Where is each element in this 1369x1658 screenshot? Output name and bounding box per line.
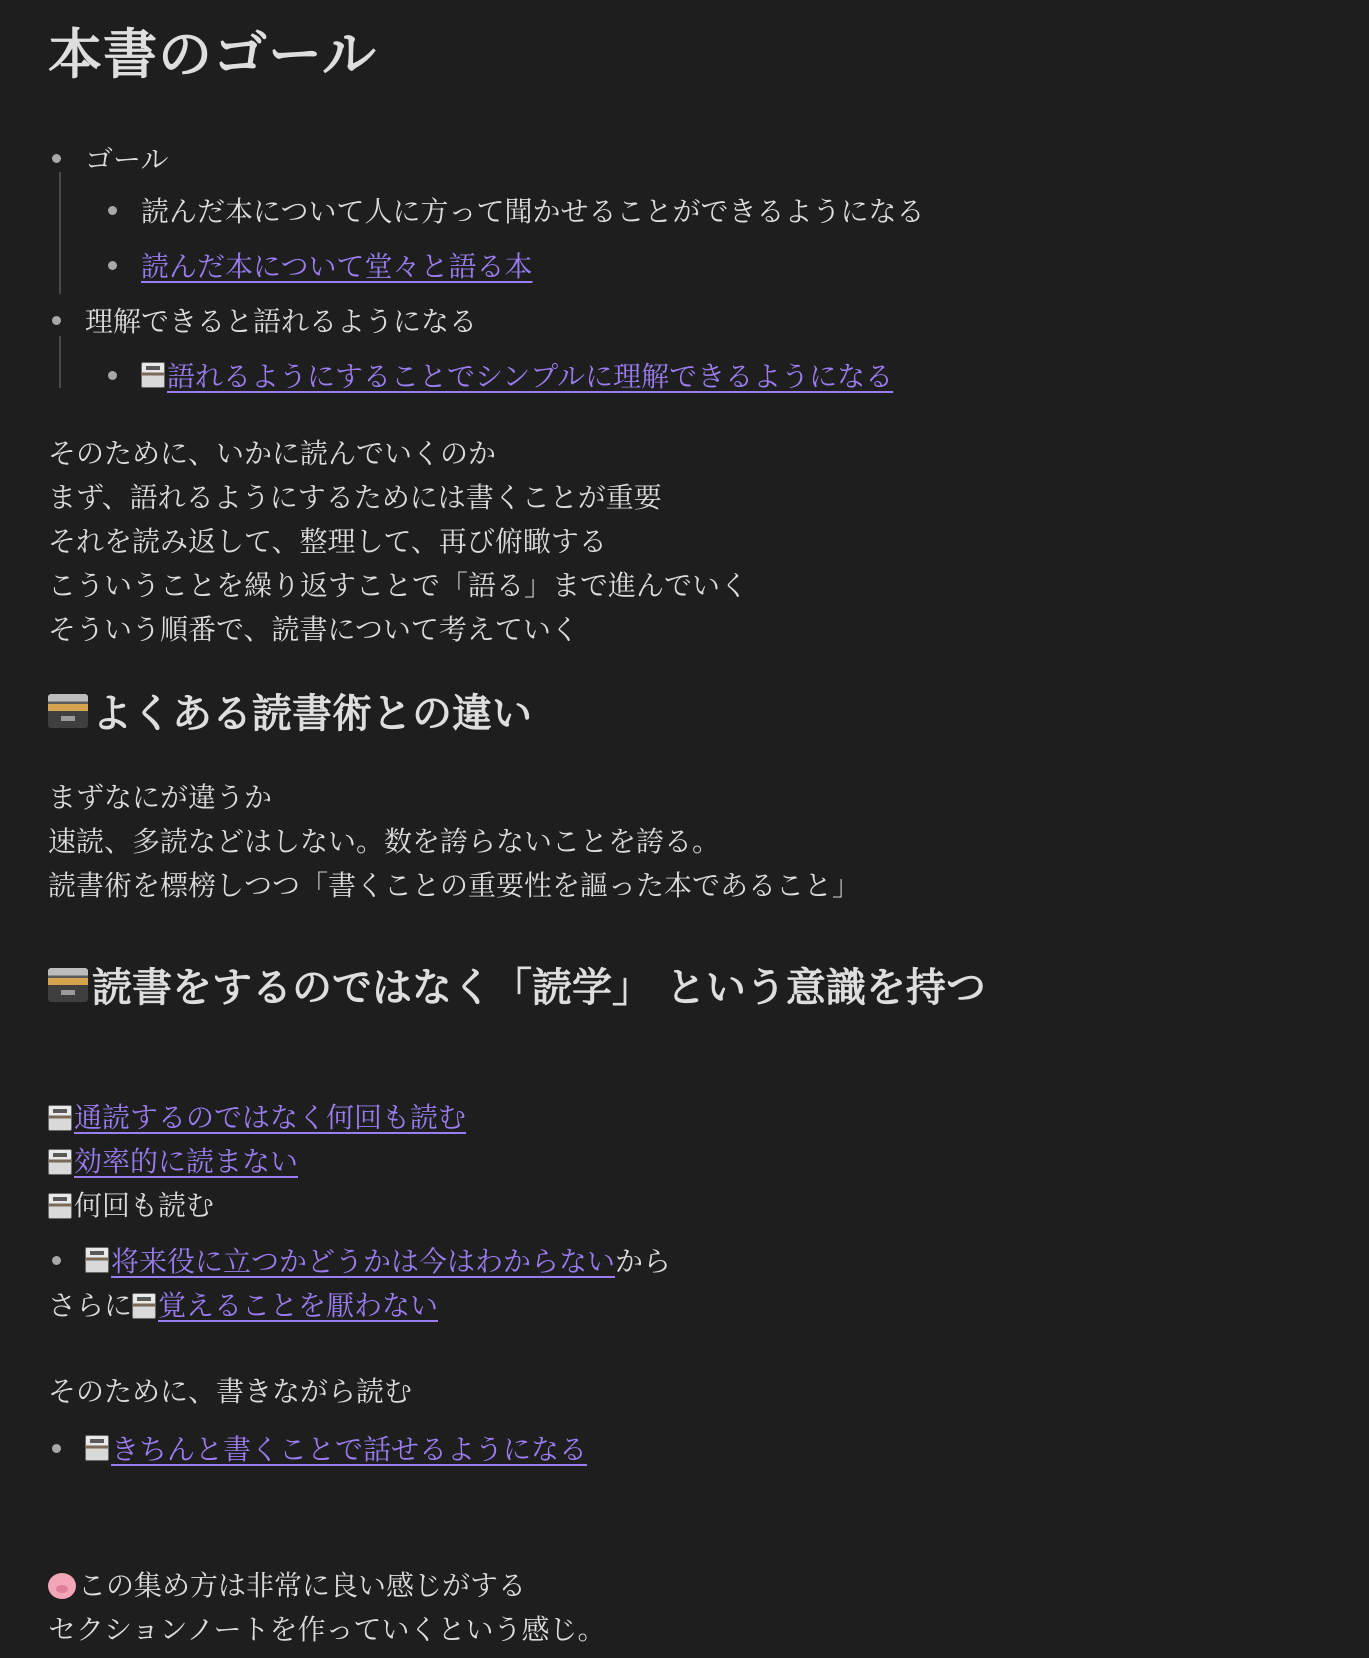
note-link[interactable]: きちんと書くことで話せるようになる <box>111 1433 588 1466</box>
plain-text: そのために、書きながら読む <box>48 1375 413 1408</box>
list-item-text: 読んだ本について人に方って聞かせることができるようになる <box>141 195 925 228</box>
list-item-text: ゴール <box>85 143 169 176</box>
paragraph-line: そのために、いかに読んでいくのか <box>48 437 497 470</box>
card-file-icon <box>85 1247 109 1273</box>
paragraph-line: セクションノートを作っていくという感じ。 <box>48 1613 606 1646</box>
paragraph-line: まずなにが違うか <box>48 781 273 814</box>
note-link[interactable]: 読んだ本について堂々と語る本 <box>141 250 533 283</box>
paragraph-line <box>48 1184 214 1228</box>
bullet-dot <box>108 371 117 380</box>
note-link[interactable]: 通読するのではなく何回も読む <box>74 1101 467 1134</box>
card-file-icon <box>48 1193 72 1219</box>
card-file-icon <box>48 1105 72 1131</box>
bullet-dot <box>108 261 117 270</box>
indent-guide <box>59 336 61 388</box>
section-heading <box>48 682 532 739</box>
list-item <box>108 190 924 230</box>
section-heading-text: よくある読書術との違い <box>92 691 532 737</box>
bullet-dot <box>52 1444 61 1453</box>
card-file-icon <box>48 1149 72 1175</box>
paragraph-line <box>48 1564 605 1608</box>
note-link[interactable]: 効率的に読まない <box>74 1145 299 1178</box>
list-item <box>52 300 477 340</box>
paragraph-line <box>48 1140 298 1184</box>
page-title: 本書のゴール <box>48 23 377 86</box>
paragraph <box>48 432 748 652</box>
list-item-text: 理解できると語れるようになる <box>85 305 478 338</box>
paragraph-line <box>48 1284 438 1328</box>
bullet-dot <box>52 1256 61 1265</box>
section-heading-text: 読書をするのではなく「読学」 という意識を持つ <box>92 965 986 1011</box>
paragraph-line: 速読、多読などはしない。数を誇らないことを誇る。 <box>48 825 721 858</box>
plain-text: から <box>615 1245 672 1278</box>
section-heading <box>48 956 986 1013</box>
paragraph-line: 読書術を標榜しつつ「書くことの重要性を謳った本であること」 <box>48 869 861 902</box>
plain-text: さらに <box>48 1289 133 1322</box>
bullet-dot <box>108 206 117 215</box>
paragraph-line: こういうことを繰り返すことで「語る」まで進んでいく <box>48 569 749 602</box>
note-link[interactable]: 覚えることを厭わない <box>158 1289 439 1322</box>
card-file-icon <box>132 1293 156 1319</box>
list-item <box>108 245 532 285</box>
pig-face-icon <box>48 1573 76 1599</box>
bullet-dot <box>52 154 61 163</box>
paragraph-line: まず、語れるようにするためには書くことが重要 <box>48 481 662 514</box>
bullet-dot <box>52 316 61 325</box>
plain-text: 何回も読む <box>74 1189 215 1222</box>
paragraph-line: それを読み返して、整理して、再び俯瞰する <box>48 525 607 558</box>
card-file-icon <box>141 362 165 388</box>
list-item <box>52 138 168 178</box>
paragraph-line <box>48 1370 412 1414</box>
paragraph <box>48 776 860 908</box>
note-link[interactable]: 語れるようにすることでシンプルに理解できるようになる <box>167 360 894 393</box>
list-item <box>108 355 893 395</box>
paragraph <box>48 1564 605 1652</box>
note-link[interactable]: 将来役に立つかどうかは今はわからない <box>111 1245 616 1278</box>
plain-text: この集め方は非常に良い感じがする <box>78 1569 527 1602</box>
file-cabinet-icon <box>48 694 88 728</box>
indent-guide <box>59 172 61 294</box>
paragraph-line: そういう順番で、読書について考えていく <box>48 613 579 646</box>
list-item <box>52 1428 587 1468</box>
list-item <box>52 1240 671 1280</box>
paragraph-line <box>48 1096 466 1140</box>
file-cabinet-icon <box>48 968 88 1002</box>
card-file-icon <box>85 1435 109 1461</box>
